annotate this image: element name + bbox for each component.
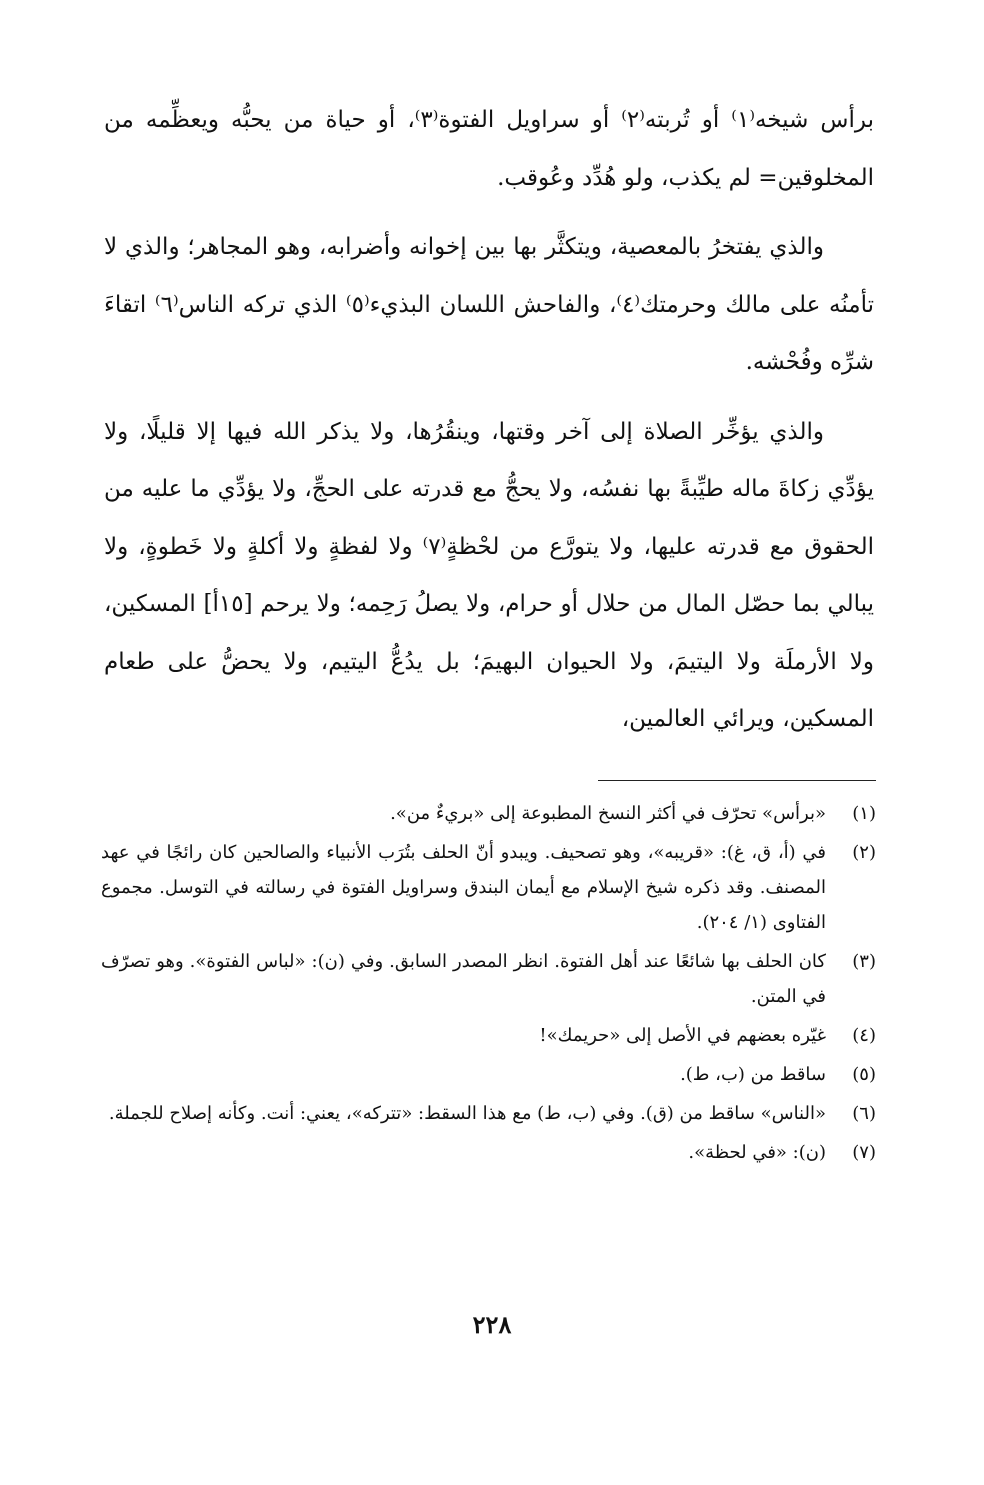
- footnote-text: «برأس» تحرّف في أكثر النسخ المطبوعة إلى «بريءٌ من».: [390, 803, 826, 824]
- footnote-text: ساقط من (ب، ط).: [680, 1064, 826, 1085]
- footnote-separator: [598, 780, 876, 781]
- footnote-text: كان الحلف بها شائعًا عند أهل الفتوة. انظر المصدر السابق. وفي (ن): «لباس الفتوة». وهو تصرّف في المتن.: [101, 951, 826, 1007]
- paragraph-1: برأس شيخه⁽١⁾ أو تُربته⁽٢⁾ أو سراويل الفتوة⁽٣⁾، أو حياة من يحبُّه ويعظِّمه من المخلوقين= لم يكذب، ولو هُدِّد وعُوقب.: [104, 107, 874, 191]
- footnote-number: (٣): [852, 951, 876, 972]
- footnote-number: (٧): [852, 1142, 876, 1163]
- footnote-6: [101, 1096, 876, 1131]
- main-text: [104, 92, 874, 749]
- page-number: ٢٢٨: [472, 1310, 512, 1339]
- footnote-text: غيّره بعضهم في الأصل إلى «حريمك»!: [539, 1025, 826, 1046]
- footnote-text: في (أ، ق، غ): «قريبه»، وهو تصحيف. ويبدو أنّ الحلف بتُرَب الأنبياء والصالحين كان رائجًا في عهد المصنف. وقد ذكره شيخ الإسلام مع أيمان البندق وسراويل الفتوة في رسالته في التوسل. مجموع الفتاوى (١/ ٢٠٤).: [101, 842, 826, 933]
- footnote-number: (٥): [852, 1064, 876, 1085]
- footnote-7: [101, 1135, 876, 1170]
- paragraph-2: والذي يفتخرُ بالمعصية، ويتكثَّر بها بين إخوانه وأضرابه، وهو المجاهر؛ والذي لا تأمنُه على مالك وحرمتك⁽٤⁾، والفاحش اللسان البذيء⁽٥⁾ الذي تركه الناس⁽٦⁾ اتقاءَ شرِّه وفُحْشه.: [104, 234, 875, 375]
- footnote-number: (١): [852, 803, 876, 824]
- footnote-text: «الناس» ساقط من (ق). وفي (ب، ط) مع هذا السقط: «تتركه»، يعني: أنت. وكأنه إصلاح للجملة.: [108, 1103, 826, 1124]
- footnote-number: (٤): [852, 1025, 876, 1046]
- footnote-2: [101, 835, 876, 940]
- paragraph-3: والذي يؤخِّر الصلاة إلى آخر وقتها، وينقُرُها، ولا يذكر الله فيها إلا قليلًا، ولا يؤدِّي زكاةَ ماله طيِّبةً بها نفسُه، ولا يحجُّ مع قدرته على الحجِّ، ولا يؤدِّي ما عليه من الحقوق مع قدرته عليها، ولا يتورَّع من لحْظةٍ⁽٧⁾ ولا لفظةٍ ولا أكلةٍ ولا خَطوةٍ، ولا يبالي بما حصّل المال من حلال أو حرام، ولا يصلُ رَحِمه؛ ولا يرحم [١٥أ] المسكين، ولا الأرملَة ولا اليتيمَ، ولا الحيوان البهيمَ؛ بل يدُعُّ اليتيم، ولا يحضُّ على طعام المسكين، ويرائي العالمين،: [104, 418, 874, 732]
- footnote-4: [101, 1018, 876, 1053]
- footnotes-list: [101, 796, 876, 1174]
- footnote-3: [101, 944, 876, 1014]
- footnote-number: (٦): [852, 1103, 876, 1124]
- footnote-text: (ن): «في لحظة».: [688, 1142, 826, 1163]
- footnote-number: (٢): [852, 842, 876, 863]
- footnote-1: [101, 796, 876, 831]
- footnote-5: [101, 1057, 876, 1092]
